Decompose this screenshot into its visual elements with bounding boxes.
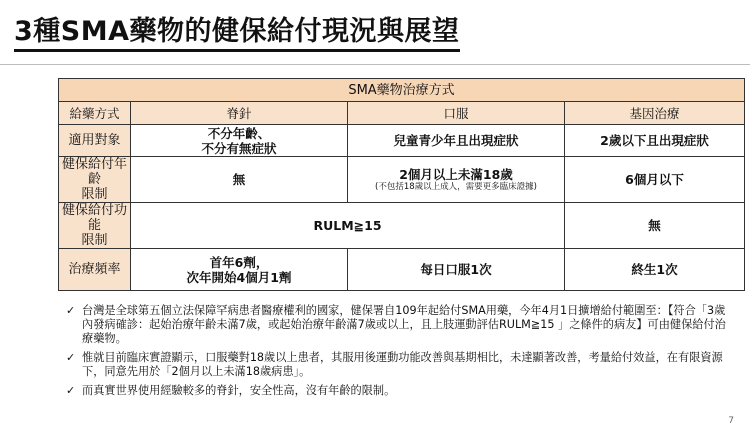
note-text: 惟就目前臨床實證顯示，口服藥對18歲以上患者，其服用後運動功能改善與基期相比，未達顯著改善，考量給付效益，在有限資源下，同意先用於「2個月以上未滿18歲病患」。: [82, 351, 723, 378]
note-item: [66, 304, 736, 346]
cell-note-text: (不包括18歲以上成人，需要更多臨床證據): [375, 181, 537, 192]
note-text: 台灣是全球第五個立法保障罕病患者醫療權利的國家，健保署自109年起給付SMA用藥，今年4月1日擴增給付範圍至：【符合「3歲內發病確診：起始治療年齡未滿7歲，或起始治療年齡滿7歲或以上，且上肢運動評估RULM≧15 」之條件的病友】可由健保給付治療藥物。: [82, 304, 726, 345]
note-item: [66, 351, 736, 379]
cell-line: 首年6劑，: [209, 254, 269, 270]
table-cell: 兒童青少年且出現症狀: [348, 125, 565, 157]
table-caption: SMA藥物治療方式: [59, 79, 745, 102]
table-cell: 2歲以下且出現症狀: [565, 125, 745, 157]
row-header-line: 限制: [81, 187, 108, 202]
page-title: 3種SMA藥物的健保給付現況與展望: [14, 16, 460, 52]
cell-main-text: 2個月以上未滿18歲: [399, 166, 513, 182]
table-cell: [348, 157, 565, 203]
page-number: 7: [728, 416, 734, 426]
row-header: 治療頻率: [59, 249, 131, 291]
cell-line: 次年開始4個月1劑: [186, 269, 292, 285]
check-icon: ✓: [66, 351, 76, 364]
sma-treatment-table: [58, 78, 745, 291]
table-cell: 終生1次: [565, 249, 745, 291]
row-header-line: 限制: [81, 233, 108, 248]
column-header: 給藥方式: [59, 102, 131, 125]
table-cell: 每日口服1次: [348, 249, 565, 291]
table-cell-merged: RULM≧15: [131, 203, 565, 249]
table-cell: [131, 249, 348, 291]
row-header: [59, 203, 131, 249]
cell-line: 不分年齡、: [207, 125, 271, 141]
table-cell: 無: [131, 157, 348, 203]
check-icon: ✓: [66, 304, 76, 317]
row-header: 適用對象: [59, 125, 131, 157]
table-cell: [131, 125, 348, 157]
note-text: 而真實世界使用經驗較多的脊針，安全性高，沒有年齡的限制。: [82, 384, 396, 397]
row-header-line: 健保給付年齡: [61, 157, 127, 187]
table-caption-row: [59, 79, 745, 102]
table-row: [59, 249, 745, 291]
table-row: [59, 125, 745, 157]
cell-line: 不分有無症狀: [201, 140, 277, 156]
notes-list: [66, 304, 736, 403]
table-row: [59, 203, 745, 249]
table-header-row: [59, 102, 745, 125]
row-header-line: 健保給付功能: [61, 203, 127, 233]
table-cell: 無: [565, 203, 745, 249]
note-item: [66, 384, 736, 398]
row-header: [59, 157, 131, 203]
check-icon: ✓: [66, 384, 76, 397]
table-cell: 6個月以下: [565, 157, 745, 203]
divider: [0, 64, 750, 65]
column-header: 口服: [348, 102, 565, 125]
table-row: [59, 157, 745, 203]
column-header: 基因治療: [565, 102, 745, 125]
column-header: 脊針: [131, 102, 348, 125]
